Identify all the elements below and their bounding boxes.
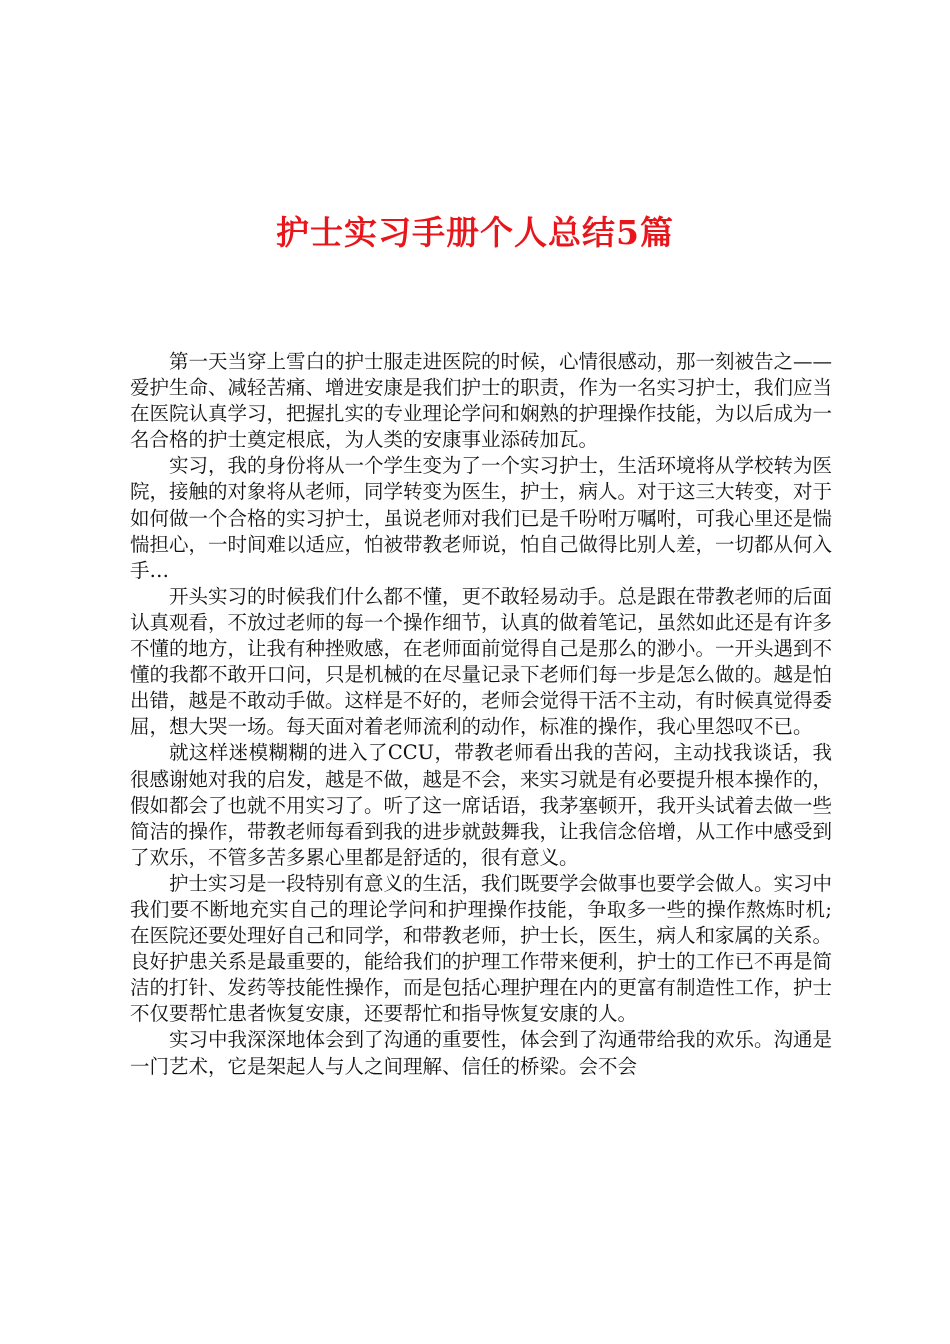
- paragraph-5: 护士实习是一段特别有意义的生活，我们既要学会做事也要学会做人。实习中我们要不断地充实自己的理论学问和护理操作技能，争取多一些的操作熬炼时机;在医院还要处理好自己和同学，和带教老师，护士长，医生，病人和家属的关系。良好护患关系是最重要的，能给我们的护理工作带来便利，护士的工作已不再是简洁的打针、发药等技能性操作，而是包括心理护理在内的更富有制造性工作，护士不仅要帮忙患者恢复安康，还要帮忙和指导恢复安康的人。: [130, 871, 833, 1026]
- document-body: [130, 349, 832, 1080]
- paragraph-2: 实习，我的身份将从一个学生变为了一个实习护士，生活环境将从学校转为医院，接触的对象将从老师，同学转变为医生，护士，病人。对于这三大转变，对于如何做一个合格的实习护士，虽说老师对我们已是千吩咐万嘱咐，可我心里还是惴惴担心，一时间难以适应，怕被带教老师说，怕自己做得比别人差，一切都从何入手…: [130, 454, 833, 582]
- document-title: 护士实习手册个人总结5篇: [276, 213, 674, 252]
- paragraph-6: 实习中我深深地体会到了沟通的重要性，体会到了沟通带给我的欢乐。沟通是一门艺术，它是架起人与人之间理解、信任的桥梁。会不会: [130, 1028, 833, 1078]
- paragraph-1: 第一天当穿上雪白的护士服走进医院的时候，心情很感动，那一刻被告之——爱护生命、减轻苦痛、增进安康是我们护士的职责，作为一名实习护士，我们应当在医院认真学习，把握扎实的专业理论学问和娴熟的护理操作技能，为以后成为一名合格的护士奠定根底，为人类的安康事业添砖加瓦。: [130, 350, 833, 452]
- paragraph-4: 就这样迷模糊糊的进入了CCU，带教老师看出我的苦闷，主动找我谈话，我很感谢她对我的启发，越是不做，越是不会，来实习就是有必要提升根本操作的，假如都会了也就不用实习了。听了这一席话语，我茅塞顿开，我开头试着去做一些简洁的操作，带教老师每看到我的进步就鼓舞我，让我信念倍增，从工作中感受到了欢乐，不管多苦多累心里都是舒适的，很有意义。: [130, 741, 833, 869]
- paragraph-3: 开头实习的时候我们什么都不懂，更不敢轻易动手。总是跟在带教老师的后面认真观看，不放过老师的每一个操作细节，认真的做着笔记，虽然如此还是有许多不懂的地方，让我有种挫败感，在老师面前觉得自己是那么的渺小。一开头遇到不懂的我都不敢开口问，只是机械的在尽量记录下老师们每一步是怎么做的。越是怕出错，越是不敢动手做。这样是不好的，老师会觉得干活不主动，有时候真觉得委屈，想大哭一场。每天面对着老师流利的动作，标准的操作，我心里怨叹不已。: [130, 584, 833, 739]
